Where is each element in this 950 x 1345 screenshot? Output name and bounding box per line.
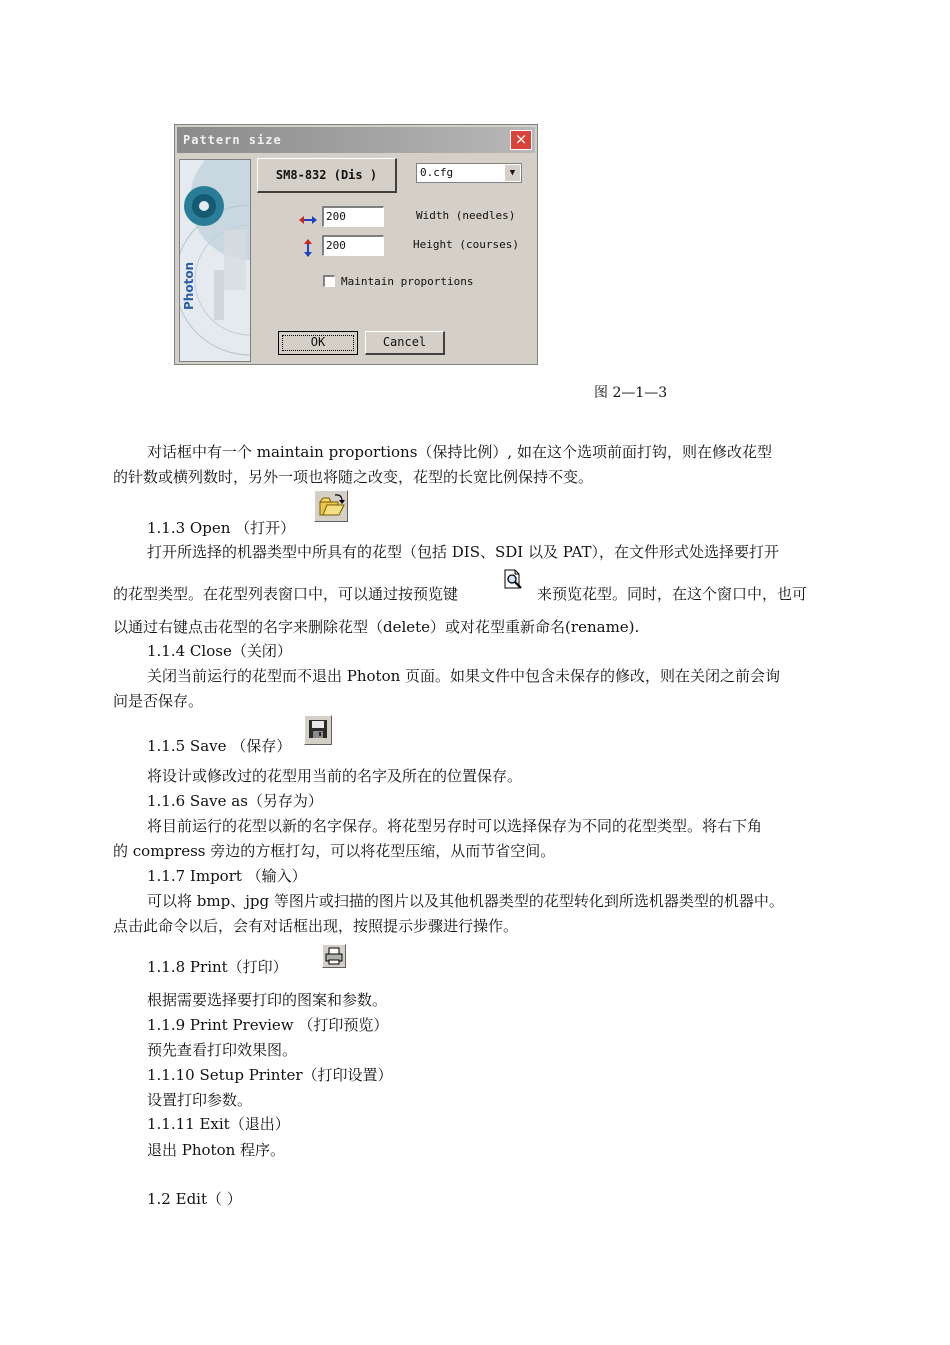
section-heading-exit: 1.1.11 Exit（退出） bbox=[147, 1115, 290, 1133]
section-heading-preview: 1.1.9 Print Preview （打印预览） bbox=[147, 1016, 389, 1034]
paragraph-line: 可以将 bmp、jpg 等图片或扫描的图片以及其他机器类型的花型转化到所选机器类型的机器中。 bbox=[147, 892, 784, 910]
paragraph-line: 设置打印参数。 bbox=[147, 1091, 253, 1109]
dialog-title: Pattern size bbox=[183, 133, 282, 147]
paragraph-line: 将设计或修改过的花型用当前的名字及所在的位置保存。 bbox=[147, 767, 523, 785]
figure-caption: 图 2—1—3 bbox=[594, 385, 668, 401]
section-heading-close: 1.1.4 Close（关闭） bbox=[147, 642, 292, 660]
paragraph-line: 根据需要选择要打印的图案和参数。 bbox=[147, 991, 388, 1009]
width-label: Width (needles) bbox=[416, 209, 516, 222]
machine-type-button[interactable]: SM8-832 (Dis ) bbox=[257, 158, 397, 193]
paragraph-line: 对话框中有一个 maintain proportions（保持比例）, 如在这个选项前面打钩，则在修改花型 bbox=[147, 443, 772, 461]
paragraph-line: 将目前运行的花型以新的名字保存。将花型另存时可以选择保存为不同的花型类型。将右下角 bbox=[147, 817, 763, 835]
cancel-button[interactable]: Cancel bbox=[365, 331, 445, 355]
height-label: Height (courses) bbox=[413, 238, 519, 251]
section-heading-saveas: 1.1.6 Save as（另存为） bbox=[147, 792, 323, 810]
paragraph-line: 的针数或横列数时，另外一项也将随之改变，花型的长宽比例保持不变。 bbox=[113, 468, 594, 486]
paragraph-line: 打开所选择的机器类型中所具有的花型（包括 DIS、SDI 以及 PAT），在文件形式处选择要打开 bbox=[147, 543, 779, 561]
chevron-down-icon[interactable]: ▼ bbox=[504, 165, 520, 181]
horizontal-arrow-icon bbox=[299, 215, 317, 225]
paragraph-line: 以通过右键点击花型的名字来删除花型（delete）或对花型重新命名(rename). bbox=[113, 618, 640, 636]
preview-icon bbox=[502, 569, 524, 591]
section-heading-setup: 1.1.10 Setup Printer（打印设置） bbox=[147, 1066, 393, 1084]
paragraph-line: 退出 Photon 程序。 bbox=[147, 1141, 286, 1159]
printer-icon bbox=[322, 944, 346, 968]
section-heading-edit: 1.2 Edit（ ） bbox=[147, 1190, 242, 1208]
section-heading-print: 1.1.8 Print（打印） bbox=[147, 958, 288, 976]
ok-button[interactable]: OK bbox=[278, 331, 358, 355]
cfg-value: 0.cfg bbox=[420, 166, 454, 179]
maintain-proportions-checkbox[interactable] bbox=[323, 275, 335, 287]
paragraph-line: 来预览花型。同时，在这个窗口中，也可 bbox=[537, 585, 808, 603]
cfg-select[interactable] bbox=[416, 163, 522, 183]
section-heading-open: 1.1.3 Open （打开） bbox=[147, 519, 296, 537]
floppy-disk-icon bbox=[304, 715, 332, 745]
paragraph-line: 关闭当前运行的花型而不退出 Photon 页面。如果文件中包含未保存的修改，则在关闭之前会询 bbox=[147, 667, 781, 685]
paragraph-line: 问是否保存。 bbox=[113, 692, 204, 710]
height-input[interactable]: 200 bbox=[322, 235, 384, 256]
close-button[interactable]: × bbox=[510, 130, 532, 150]
width-input[interactable]: 200 bbox=[322, 206, 384, 227]
maintain-proportions-label: Maintain proportions bbox=[341, 275, 474, 288]
side-brand-text: Photon bbox=[182, 261, 196, 310]
paragraph-line: 点击此命令以后，会有对话框出现，按照提示步骤进行操作。 bbox=[113, 917, 519, 935]
pattern-size-dialog bbox=[174, 124, 538, 365]
vertical-arrow-icon bbox=[303, 239, 313, 257]
open-folder-icon bbox=[314, 490, 348, 522]
paragraph-line: 的花型类型。在花型列表窗口中，可以通过按预览键 bbox=[113, 585, 459, 603]
paragraph-line: 的 compress 旁边的方框打勾，可以将花型压缩，从而节省空间。 bbox=[113, 842, 556, 860]
photon-side-image bbox=[179, 159, 251, 362]
section-heading-import: 1.1.7 Import （输入） bbox=[147, 867, 307, 885]
paragraph-line: 预先查看打印效果图。 bbox=[147, 1041, 298, 1059]
dialog-titlebar bbox=[177, 127, 535, 153]
section-heading-save: 1.1.5 Save （保存） bbox=[147, 737, 292, 755]
